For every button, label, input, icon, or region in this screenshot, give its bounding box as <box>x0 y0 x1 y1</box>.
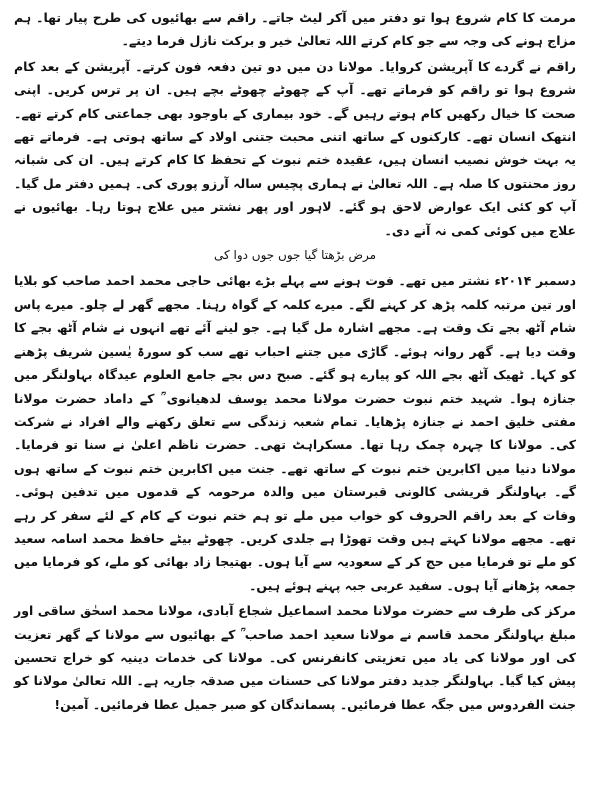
paragraph-4: مرکز کی طرف سے حضرت مولانا محمد اسماعیل شجاع آبادی، مولانا محمد اسحٰق ساقی اور مبلغ بہاولنگر محمد قاسم نے مولانا سعید احمد صاحب ؒ کے بھائیوں سے مولانا کے گھر تعزیت کی اور مولانا کی یاد میں تعزیتی کانفرنس کی۔ مولانا کی خدمات دینیہ کو خراج تحسین پیش کیا گیا۔ بہاولنگر جدید دفتر مولانا کی حسنات میں صدقہ جاریہ ہے۔ اللہ تعالیٰ مولانا کو جنت الفردوس میں جگہ عطا فرمائیں۔ پسماندگان کو صبر جمیل عطا فرمائیں۔ آمین! <box>14 603 576 712</box>
paragraph-3: دسمبر ۲۰۱۴ء نشتر میں تھے۔ فوت ہونے سے پہلے بڑے بھائی حاجی محمد احمد صاحب کو بلایا اور تین مرتبہ کلمہ پڑھ کر کہنے لگے۔ میرے کلمہ کے گواہ رہنا۔ مجھے گھر لے چلو۔ میرے پاس شام آٹھ بجے تک وقت ہے۔ مجھے اشارہ مل گیا ہے۔ جو لینے آئے تھے انہوں نے شام آٹھ بجے کا وقت دیا ہے۔ گھر روانہ ہوئے۔ گاڑی میں جتنے احباب تھے سب کو سورۃ یٰسین شریف پڑھنے کو کہا۔ ٹھیک آٹھ بجے اللہ کو پیارے ہو گئے۔ صبح دس بجے جامع العلوم عیدگاہ بہاولنگر میں جنازہ ہوا۔ شہید ختم نبوت حضرت مولانا محمد یوسف لدھیانوی ؒ کے داماد حضرت مولانا مفتی خلیق احمد نے جنازہ پڑھایا۔ تمام شعبہ زندگی سے تعلق رکھنے والے افراد نے شرکت کی۔ مولانا کا چہرہ چمک رہا تھا۔ مسکراہٹ تھی۔ حضرت ناظم اعلیٰ نے سنا تو فرمایا۔ مولانا دنیا میں اکابرین ختم نبوت کے ساتھ تھے۔ جنت میں اکابرین ختم نبوت کے ساتھ ہوں گے۔ بہاولنگر قریشی کالونی قبرستان میں والدہ مرحومہ کے قدموں میں تدفین ہوئی۔ وفات کے بعد راقم الحروف کو خواب میں ملے تو ہم ختم نبوت کے کام کے لئے سفر کر رہے تھے۔ مجھے مولانا کہتے ہیں وقت تھوڑا ہے جلدی کریں۔ چھوٹے بیٹے حافظ محمد اسامہ سعید کو ملے تو فرمایا میں حج کر کے سعودیہ سے آیا ہوں۔ بھتیجا زاد بھائی کو ملے، کو فرمایا میں جمعہ پڑھانے آیا ہوں۔ سفید عربی جبہ پہنے ہوئے ہیں۔ <box>14 273 576 593</box>
paragraph-1: مرمت کا کام شروع ہوا تو دفتر میں آکر لیٹ جاتے۔ راقم سے بھائیوں کی طرح پیار تھا۔ ہم مزاج ہونے کی وجہ سے جو کام کرتے اللہ تعالیٰ خیر و برکت نازل فرما دیتے۔ <box>14 10 576 49</box>
article-page <box>14 6 576 796</box>
section-heading: مرض بڑھتا گیا جوں جوں دوا کی <box>213 248 377 263</box>
paragraph-2: راقم نے گردے کا آپریشن کروایا۔ مولانا دن میں دو تین دفعہ فون کرتے۔ آپریشن کے بعد کام شروع ہوا تو راقم کو فرماتے تھے۔ آپ کے چھوٹے چھوٹے بچے ہیں۔ ان پر ترس کریں۔ اپنی صحت کا خیال رکھیں کام ہوتے رہیں گے۔ خود بیماری کے باوجود بھی جماعتی کام کرتے تھے۔ انتھک انسان تھے۔ کارکنوں کے ساتھ اتنی محبت جتنی اولاد کے ساتھ ہوتی ہے۔ فرماتے تھے یہ بہت خوش نصیب انسان ہیں، عقیدہ ختم نبوت کے تحفظ کا کام کرتے ہیں۔ ان کی شبانہ روز محنتوں کا صلہ ہے۔ اللہ تعالیٰ نے ہماری پچیس سالہ آرزو پوری کی۔ ہمیں دفتر مل گیا۔ آپ کو کئی ایک عوارض لاحق ہو گئے۔ لاہور اور پھر نشتر میں علاج ہوتا رہا۔ بھائیوں نے علاج میں کوئی کمی نہ آنے دی۔ <box>14 58 576 238</box>
